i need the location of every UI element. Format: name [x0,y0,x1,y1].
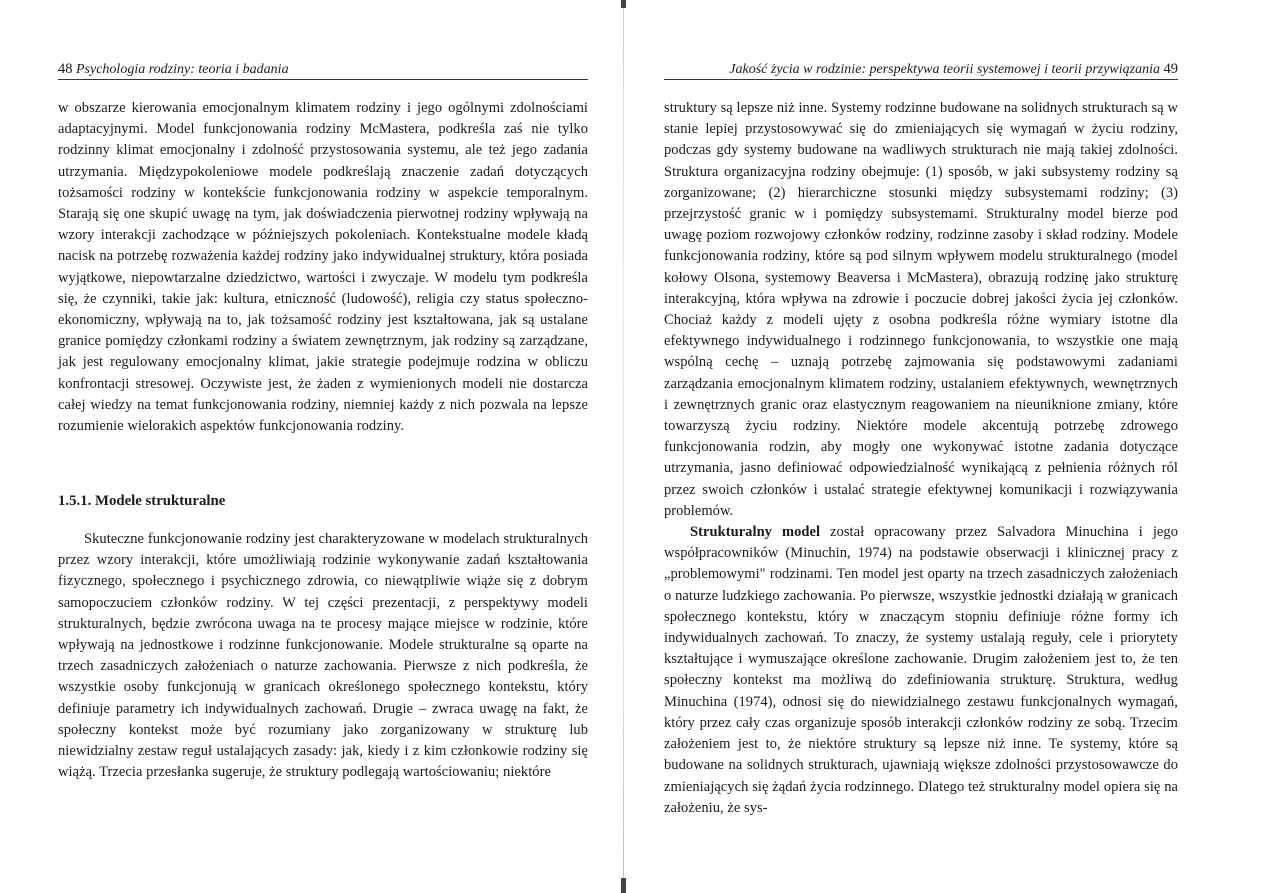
right-body [664,98,1178,819]
left-running-title: Psychologia rodziny: teoria i badania [76,62,289,77]
left-page [58,0,588,893]
right-paragraph-1: struktury są lepsze niż inne. Systemy rodzinne budowane na solidnych strukturach są w stanie lepiej przystosowywać się do zmieniających się wymagań w życiu rodziny, podczas gdy systemy budowane na wadliwych strukturach nie mają takiej zdolności. Struktura organizacyjna rodziny obejmuje: (1) sposób, w jaki subsystemy rodziny są zorganizowane; (2) hierarchiczne stosunki między subsystemami rodziny; (3) przejrzystość granic w i pomiędzy subsystemami. Strukturalny model bierze pod uwagę poziom rozwojowy członków rodziny, rodzinne zasoby i skład rodziny. Modele funkcjonowania rodziny, które są pod silnym wpływem modelu strukturalnego (model kołowy Olsona, systemowy Beaversa i McMastera), obrazują rodzinę jako strukturę interakcyjną, która wpływa na zdrowie i poczucie dobrej jakości życia jej członków. Chociaż każdy z modeli ujęty z osobna podkreśla różne wymiary istotne dla efektywnego indywidualnego i rodzinnego funkcjonowania, to wszystkie one mają wspólną cechę – uznają potrzebę zajmowania się podstawowymi zadaniami zarządzania emocjonalnym klimatem rodziny, ustalaniem efektywnych, wewnętrznych i zewnętrznych granic oraz elastycznym reagowaniem na nieuniknione zmiany, które towarzyszą życiu rodziny. Niektóre modele akcentują potrzebę zdrowego funkcjonowania rodzin, aby mogły one wykonywać istotne zadania dotyczące utrzymania, jasno definiować odpowiedzialność wynikającą z pełnienia różnych ról przez swoich członków i ustalać strategie efektywnej komunikacji i rozwiązywania problemów. [664,100,1178,519]
right-paragraph-2-rest: został opracowany przez Salvadora Minuchina i jego współpracowników (Minuchin, 1974) na podstawie obserwacji i klinicznej pracy z „problemowymi" rodzinami. Ten model jest oparty na trzech zasadniczych założeniach o naturze ludzkiego zachowania. Po pierwsze, wszystkie jednostki działają w granicach społecznego kontekstu, który w znaczącym stopniu definiuje różne formy ich indywidualnych zachowań. To znaczy, że systemy ustalają reguły, cele i priorytety kształtujące i wymuszające określone zachowanie. Drugim założeniem jest to, że ten społeczny kontekst ma możliwą do zdefiniowania strukturę. Struktura, według Minuchina (1974), odnosi się do niewidzialnego zestawu funkcjonalnych wymagań, który przez cały czas organizuje sposób interakcji członków rodziny ze sobą. Trzecim założeniem jest to, że niektóre struktury są lepsze niż inne. Te systemy, które są budowane na solidnych strukturach, ujawniają większe zdolności przystosowawcze do zmieniających się żądań życia rodzinnego. Dlatego też strukturalny model opiera się na założeniu, że sys- [664,524,1178,816]
right-paragraph-2 [664,522,1178,819]
right-running-title: Jakość życia w rodzinie: perspektywa teorii systemowej i teorii przywiązania [729,62,1160,77]
left-body-second [58,529,588,783]
right-running-head [664,60,1178,80]
gutter-mark-bottom [621,878,626,893]
section-heading: 1.5.1. Modele strukturalne [58,493,226,509]
book-gutter [623,0,624,893]
left-paragraph-1: w obszarze kierowania emocjonalnym klimatem rodziny i jego ogólnymi zdolnościami adaptacyjnymi. Model funkcjonowania rodziny McMastera, podkreśla zaś nie tylko rodzinny klimat emocjonalny i zdolność przystosowania systemu, ale też jego zadania utrzymania. Międzypokoleniowe modele podkreślają znaczenie zadań dotyczących tożsamości rodziny w kontekście funkcjonowania rodziny w aspekcie temporalnym. Starają się one skupić uwagę na tym, jak doświadczenia pierwotnej rodziny wpływają na wzory interakcji zachodzące w późniejszych pokoleniach. Kontekstualne modele kładą nacisk na potrzebę rozważenia każdej rodziny jako indywidualnej struktury, która posiada wyjątkowe, niepowtarzalne dziedzictwo, wartości i zwyczaje. W modelu tym podkreśla się, że czynniki, takie jak: kultura, etniczność (ludowość), religia czy status społeczno-ekonomiczny, wpływają na to, jak tożsamość rodziny jest kształtowana, jak są ustalane granice pomiędzy członkami rodziny a światem zewnętrznym, jak rodziny są zarządzane, jak jest regulowany emocjonalny klimat, jakie strategie podejmuje rodzina w obliczu konfrontacji stresowej. Oczywiste jest, że żaden z wymienionych modeli nie dostarcza całej wiedzy na temat funkcjonowania rodziny, niemniej każdy z nich pozwala na lepsze rozumienie wielorakich aspektów funkcjonowania rodziny. [58,100,588,435]
left-page-number: 48 [58,61,73,77]
left-running-head [58,60,588,80]
right-page-number: 49 [1163,61,1178,77]
left-paragraph-2: Skuteczne funkcjonowanie rodziny jest charakteryzowane w modelach strukturalnych przez wzory interakcji, które umożliwiają rodzinie wykonywanie zadań kształtowania fizycznego, społecznego i psychicznego zdrowia, co niewątpliwie wiąże się z dobrym samopoczuciem członków rodziny. W tej części prezentacji, z perspektywy modeli strukturalnych, będzie zwrócona uwaga na te procesy mające miejsce w rodzinie, które wpływają na jednostkowe i rodzinne funkcjonowanie. Modele strukturalne są oparte na trzech zasadniczych założeniach o naturze zachowania. Pierwsze z nich podkreśla, że wszystkie osoby funkcjonują w granicach określonego społecznego kontekstu, który definiuje parametry ich indywidualnych zachowań. Drugie – zwraca uwagę na fakt, że społeczny kontekst może być rozumiany jako zorganizowany w strukturę lub niewidzialny zestaw reguł ustalających zasady: jak, kiedy i z kim członkowie rodziny się wiążą. Trzecia przesłanka sugeruje, że struktury podlegają wartościowaniu; niektóre [58,531,588,781]
right-page [664,0,1178,893]
gutter-mark-top [621,0,626,8]
left-body-top [58,98,588,437]
right-paragraph-2-lead: Strukturalny model [690,524,821,541]
